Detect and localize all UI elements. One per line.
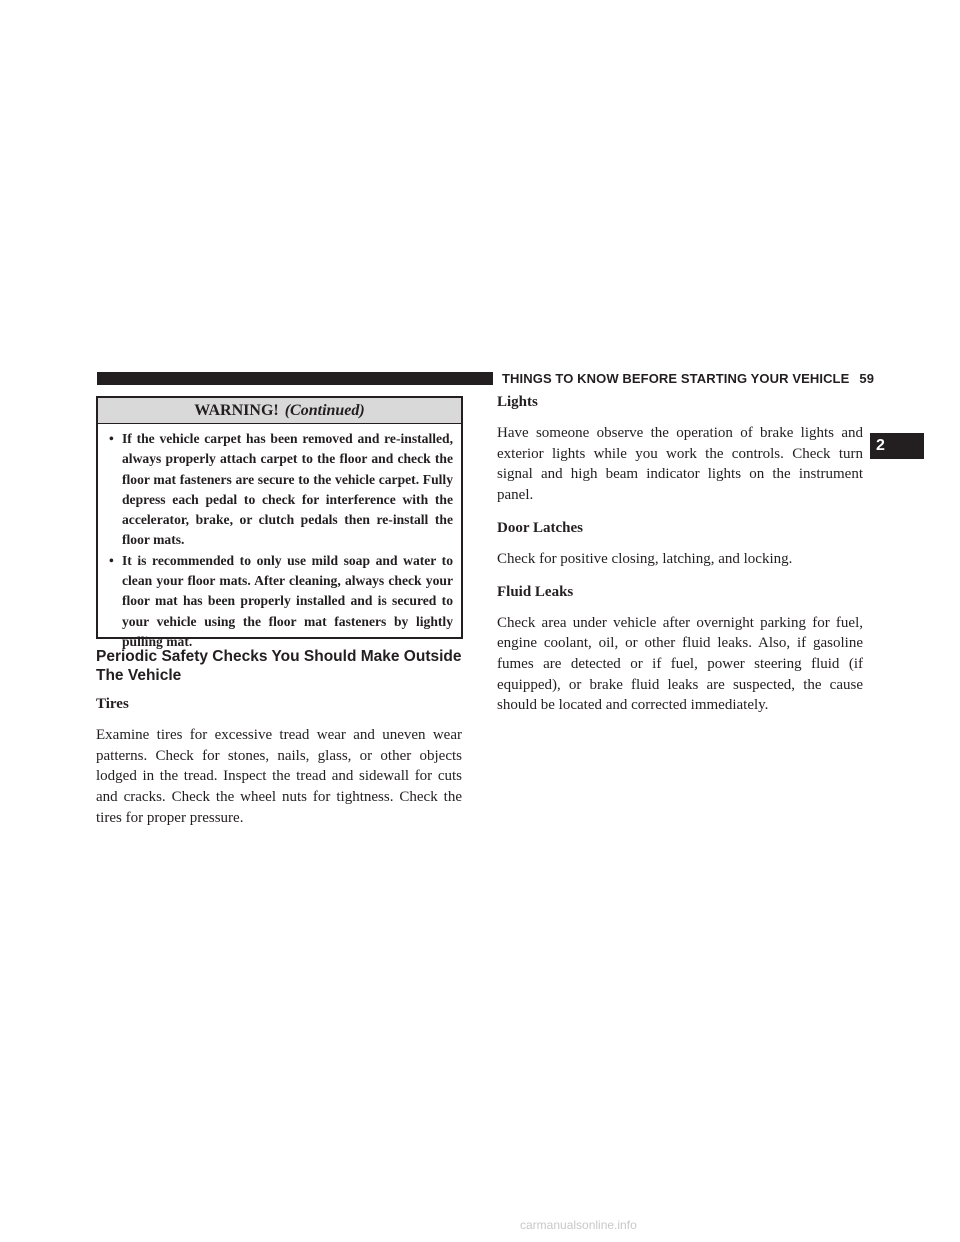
fluid-leaks-text: Check area under vehicle after overnight parking for fuel, engine coolant, oil, or other fluid leaks. Also, if gasoline fumes are detected or if fuel, power steering fluid (if equipped), or brake fluid leaks are suspected, the cause should be located and corrected immediately. xyxy=(497,614,863,714)
right-column xyxy=(497,393,863,729)
bullet-icon: • xyxy=(109,552,114,568)
footer-watermark: carmanualsonline.info xyxy=(520,1218,637,1232)
warning-item xyxy=(109,551,453,652)
left-column xyxy=(96,695,462,842)
tires-heading: Tires xyxy=(96,696,129,712)
warning-list xyxy=(98,424,461,652)
tires-text: Examine tires for excessive tread wear and uneven wear patterns. Check for stones, nails, glass, or other objects lodged in the tread. Inspect the tread and sidewall for cuts and cracks. Check the wheel nuts for tightness. Check the tires for proper pressure. xyxy=(96,727,462,826)
lights-text: Have someone observe the operation of brake lights and exterior lights while you work the controls. Check turn signal and high beam indicator lights on the instrument panel. xyxy=(497,425,863,504)
warning-subtitle: (Continued) xyxy=(284,402,365,419)
warning-box xyxy=(96,396,463,649)
header-rule xyxy=(97,372,493,385)
warning-item-text: It is recommended to only use mild soap and water to clean your floor mats. After cleaning, always check your floor mat has been properly installed and is secured to your vehicle using the floor mat fasteners by lightly pulling mat. xyxy=(122,552,453,649)
warning-title: WARNING! xyxy=(194,402,279,419)
running-header xyxy=(502,371,875,386)
door-latches-heading: Door Latches xyxy=(497,519,583,536)
warning-item-text: If the vehicle carpet has been removed and re-installed, always properly attach carpet to the floor and check the floor mat fasteners are secure to the vehicle carpet. Fully depress each pedal to check for interference with the accelerator, brake, or clutch pedals then re-install the floor mats. xyxy=(122,431,453,548)
page-number: 59 xyxy=(859,371,875,386)
door-latches-text: Check for positive closing, latching, and locking. xyxy=(497,550,793,567)
bullet-icon: • xyxy=(109,431,114,446)
lights-heading: Lights xyxy=(497,394,538,410)
section-title: Periodic Safety Checks You Should Make Outside The Vehicle xyxy=(96,648,462,684)
fluid-leaks-heading: Fluid Leaks xyxy=(497,583,574,600)
warning-item xyxy=(109,429,453,551)
chapter-tab: 2 xyxy=(870,433,924,459)
warning-header xyxy=(98,398,461,424)
running-title: THINGS TO KNOW BEFORE STARTING YOUR VEHICLE xyxy=(502,371,850,386)
